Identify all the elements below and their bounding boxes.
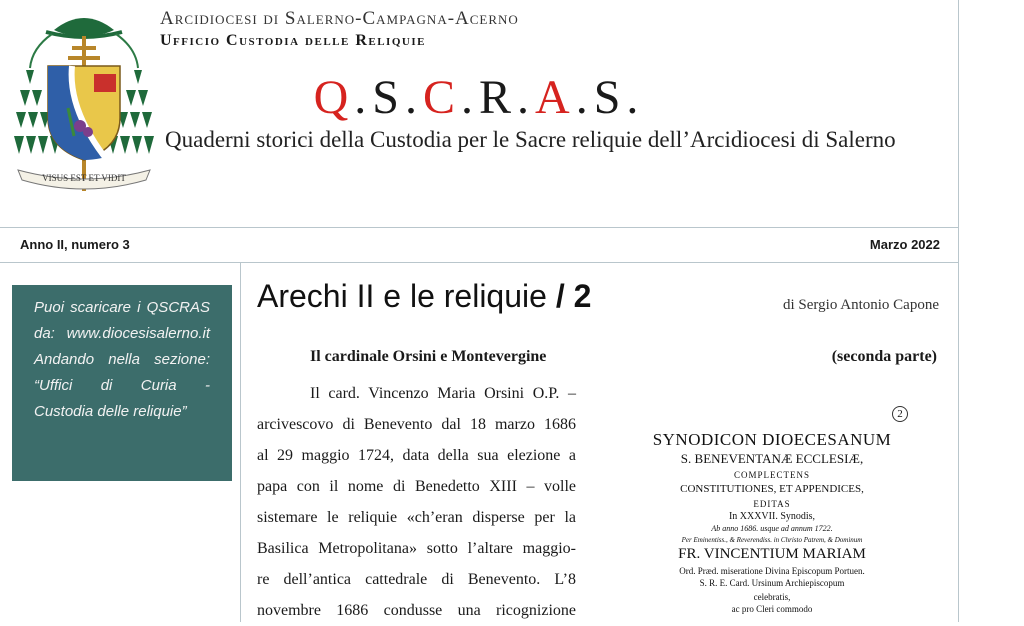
acronym-letter: S xyxy=(372,71,405,124)
scan-line: celebratis, xyxy=(753,592,791,602)
scan-line: Per Eminentiss., & Reverendiss. in Christo Patrem, & Dominum xyxy=(681,536,863,544)
scan-line: CONSTITUTIONES, ET APPENDICES, xyxy=(680,483,864,495)
body-line: arcivescovo di Benevento dal 18 marzo 1686 xyxy=(257,416,576,433)
notice-line: Andando nella sezione: xyxy=(34,351,210,368)
acronym-dot: . xyxy=(354,71,373,124)
acronym-letter: C xyxy=(422,71,461,124)
scan-line: S. R. E. Card. Ursinum Archiepiscopum xyxy=(699,578,845,588)
scan-line: SYNODICON DIOECESANUM xyxy=(652,430,892,449)
acronym-letter: Q xyxy=(313,71,355,124)
sidebar-column xyxy=(0,263,241,622)
download-notice xyxy=(12,285,232,481)
acronym-letter: A xyxy=(535,71,576,124)
diocese-name: Arcidiocesi di Salerno-Campagna-Acerno xyxy=(160,8,519,29)
scan-page-number: 2 xyxy=(892,406,908,422)
body-line: sistemare le reliquie «ch’eran disperse per la xyxy=(257,509,576,526)
body-line: Basilica Metropolitana» sotto l’altare maggio- xyxy=(257,540,576,557)
publication-acronym xyxy=(0,70,958,125)
masthead xyxy=(0,0,958,228)
scan-line: Ord. Præd. miseratione Divina Episcopum Portuen. xyxy=(679,566,865,576)
crest-motto: VISUS EST ET VIDIT xyxy=(42,173,126,183)
scan-line: Ab anno 1686. usque ad annum 1722. xyxy=(711,524,833,533)
issue-bar xyxy=(0,228,958,263)
body-line: papa con il nome di Benedetto XIII – volle xyxy=(257,478,576,495)
article-title xyxy=(257,278,591,315)
acronym-dot: . xyxy=(404,71,423,124)
notice-line: Puoi scaricare i QSCRAS xyxy=(34,299,210,316)
acronym-dot: . xyxy=(575,71,594,124)
notice-line: “Uffici di Curia - xyxy=(34,377,210,394)
body-line: re dell’antica cattedrale di Benevento. L’8 xyxy=(257,571,576,588)
part-label: (seconda parte) xyxy=(831,348,937,365)
issue-number: Anno II, numero 3 xyxy=(20,237,130,252)
scan-line: S. BENEVENTANÆ ECCLESIÆ, xyxy=(680,451,864,466)
notice-line: da: www.diocesisalerno.it xyxy=(34,325,210,342)
scan-line: In XXXVII. Synodis, xyxy=(728,511,816,522)
acronym-letter: S xyxy=(593,71,627,124)
publication-subtitle: Quaderni storici della Custodia per le Sacre reliquie dell’Arcidiocesi di Salerno xyxy=(165,127,896,152)
body-line: Il card. Vincenzo Maria Orsini O.P. – xyxy=(310,385,576,402)
article-title-part: / 2 xyxy=(555,278,592,314)
body-line: novembre 1686 condusse una ricognizione xyxy=(257,602,576,619)
acronym-dot: . xyxy=(626,71,645,124)
issue-date: Marzo 2022 xyxy=(869,237,940,252)
office-name: Ufficio Custodia delle Reliquie xyxy=(160,32,426,49)
notice-line: Custodia delle reliquie” xyxy=(34,403,187,420)
scanned-title-page xyxy=(622,400,922,622)
article-body xyxy=(257,378,576,626)
article-byline: di Sergio Antonio Capone xyxy=(783,297,939,313)
scan-line: COMPLECTENS xyxy=(733,470,810,480)
scan-line: EDITAS xyxy=(753,499,791,509)
scan-line: FR. VINCENTIUM MARIAM xyxy=(678,546,866,562)
section-heading: Il cardinale Orsini e Montevergine xyxy=(310,348,547,365)
scan-page xyxy=(622,400,922,622)
scan-line: ac pro Cleri commodo xyxy=(731,604,813,614)
acronym-dot: . xyxy=(517,71,536,124)
body-line: al 29 maggio 1724, data della sua elezione a xyxy=(257,447,576,464)
acronym-dot: . xyxy=(461,71,479,124)
acronym-letter: R xyxy=(479,71,518,124)
article-title-text: Arechi II e le reliquie xyxy=(257,278,547,314)
